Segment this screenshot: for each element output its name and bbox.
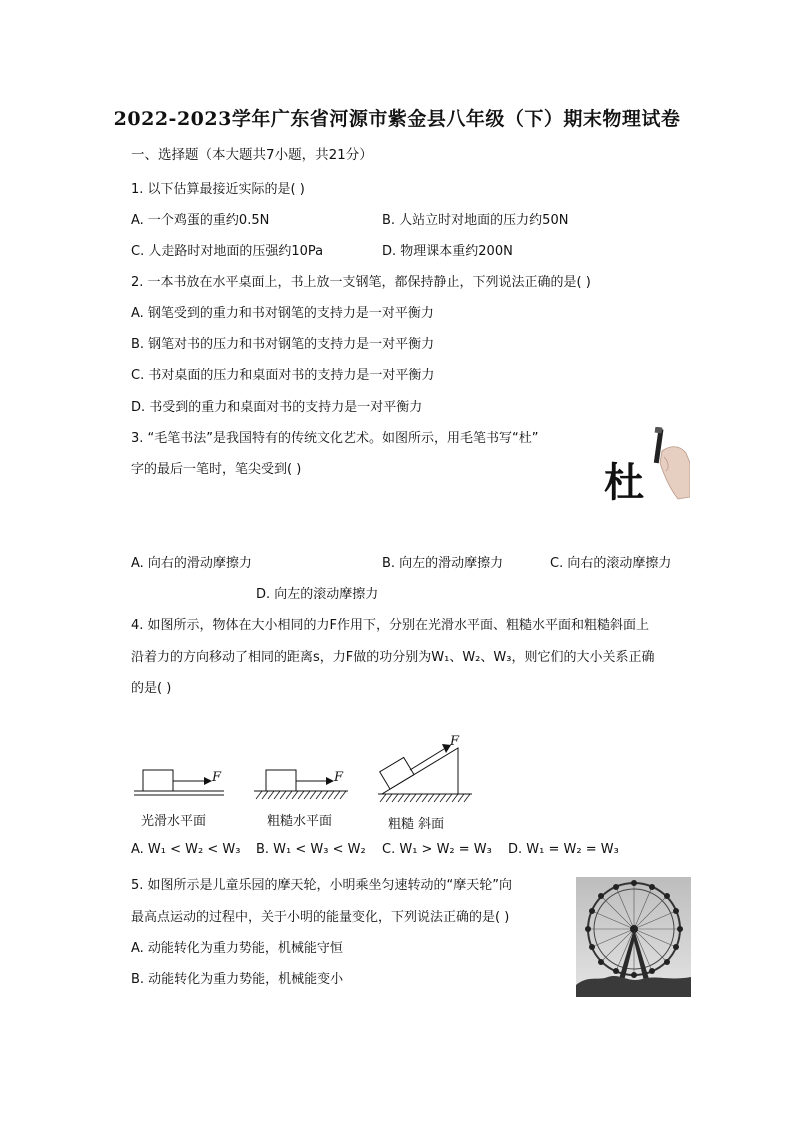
q1-option-d: D. 物理课本重约200N: [382, 244, 513, 259]
q2-option-b: B. 钢笔对书的压力和书对钢笔的支持力是一对平衡力: [131, 337, 435, 352]
q2-option-d: D. 书受到的重力和桌面对书的支持力是一对平衡力: [131, 400, 423, 415]
smooth-surface-caption: 光滑水平面: [141, 814, 207, 829]
q1-option-a: A. 一个鸡蛋的重约0.5N: [131, 213, 270, 228]
q3-stem-line1: 3. “毛笔书法”是我国特有的传统文化艺术。如图所示，用毛笔书写“杜”: [131, 431, 539, 446]
calligraphy-figure: [604, 427, 690, 506]
rough-surface-caption: 粗糙水平面: [267, 814, 333, 829]
calligraphy-character: 杜: [604, 459, 642, 506]
q3-option-d: D. 向左的滚动摩擦力: [256, 587, 379, 602]
q4-stem-line1: 4. 如图所示，物体在大小相同的力F作用下，分别在光滑水平面、粗糙水平面和粗糙斜面上: [131, 618, 650, 633]
q2-option-c: C. 书对桌面的压力和桌面对书的支持力是一对平衡力: [131, 368, 435, 383]
section-heading: 一、选择题（本大题共7小题，共21分）: [131, 147, 373, 163]
page-title: 2022-2023学年广东省河源市紫金县八年级（下）期末物理试卷: [113, 108, 681, 130]
q2-stem: 2. 一本书放在水平桌面上，书上放一支钢笔，都保持静止，下列说法正确的是( ): [131, 275, 591, 290]
q1-option-c: C. 人走路时对地面的压强约10Pa: [131, 244, 324, 259]
force-label-3: F: [450, 734, 460, 749]
q4-option-a: A. W₁ < W₂ < W₃: [131, 842, 241, 857]
q4-option-b: B. W₁ < W₃ < W₂: [256, 842, 366, 857]
q3-option-b: B. 向左的滑动摩擦力: [382, 556, 504, 571]
rough-surface-figure: [252, 766, 352, 802]
q4-option-d: D. W₁ = W₂ = W₃: [508, 842, 619, 857]
q5-stem-line1: 5. 如图所示是儿童乐园的摩天轮，小明乘坐匀速转动的“摩天轮”向: [131, 878, 513, 893]
q4-stem-line2: 沿着力的方向移动了相同的距离s，力F做的功分别为W₁、W₂、W₃，则它们的大小关系正确: [131, 650, 655, 665]
ferris-wheel-photo: [576, 877, 691, 997]
q5-stem-line2: 最高点运动的过程中，关于小明的能量变化，下列说法正确的是( ): [131, 910, 510, 925]
force-label-2: F: [334, 770, 344, 785]
force-label-1: F: [212, 770, 222, 785]
q4-stem-line3: 的是( ): [131, 681, 172, 696]
rough-incline-caption: 粗糙 斜面: [388, 817, 445, 832]
rough-incline-figure: [376, 734, 476, 806]
q5-option-b: B. 动能转化为重力势能，机械能变小: [131, 972, 344, 987]
q2-option-a: A. 钢笔受到的重力和书对钢笔的支持力是一对平衡力: [131, 306, 434, 321]
smooth-surface-figure: [132, 766, 227, 802]
q3-option-a: A. 向右的滑动摩擦力: [131, 556, 252, 571]
q4-option-c: C. W₁ > W₂ = W₃: [382, 842, 492, 857]
q3-stem-line2: 字的最后一笔时，笔尖受到( ): [131, 462, 302, 477]
q1-option-b: B. 人站立时对地面的压力约50N: [382, 213, 569, 228]
q5-option-a: A. 动能转化为重力势能，机械能守恒: [131, 941, 343, 956]
q1-stem: 1. 以下估算最接近实际的是( ): [131, 182, 305, 197]
q3-option-c: C. 向右的滚动摩擦力: [550, 556, 672, 571]
